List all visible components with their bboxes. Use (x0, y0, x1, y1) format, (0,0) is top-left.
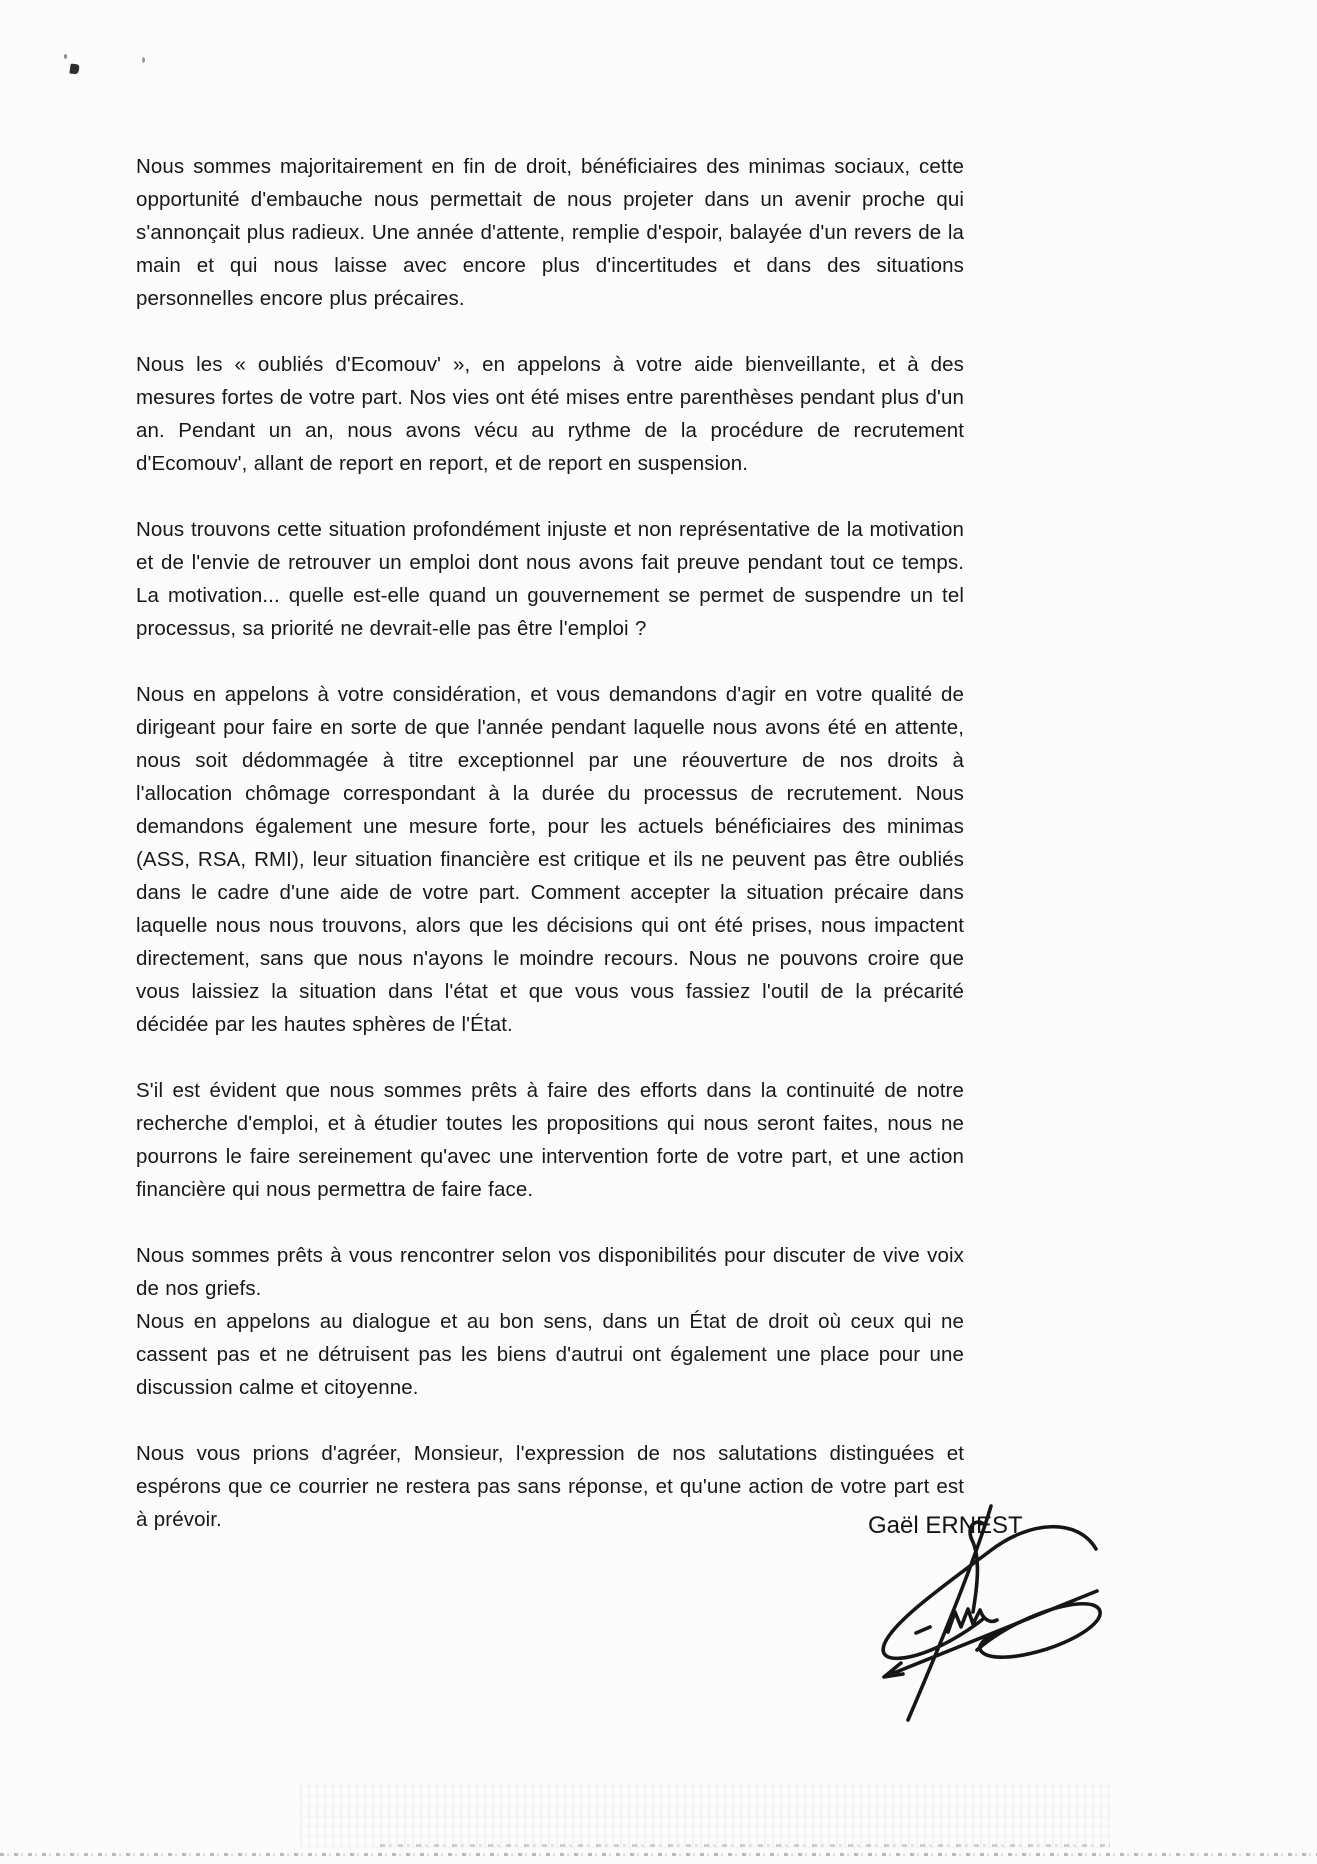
letter-paragraph: Nous sommes majoritairement en fin de droit, bénéficiaires des minimas sociaux, cette opportunité d'embauche nous permettait de nous projeter dans un avenir proche qui s'annonçait plus radieux. Une année d'attente, remplie d'espoir, balayée d'un revers de la main et qui nous laisse avec encore plus d'incertitudes et dans des situations personnelles encore plus précaires. (136, 155, 964, 310)
letter-paragraph: Nous trouvons cette situation profondément injuste et non représentative de la motivation et de l'envie de retrouver un emploi dont nous avons fait preuve pendant tout ce temps. La motivation... quelle est-elle quand un gouvernement se permet de suspendre un tel processus, sa priorité ne devrait-elle pas être l'emploi ? (136, 518, 964, 640)
letter-paragraph: Nous en appelons à votre considération, et vous demandons d'agir en votre qualité de dirigeant pour faire en sorte de que l'année pendant laquelle nous avons été en attente, nous soit dédommagée à titre exceptionnel par une réouverture de nos droits à l'allocation chômage correspondant à la durée du processus de recrutement. Nous demandons également une mesure forte, pour les actuels bénéficiaires des minimas (ASS, RSA, RMI), leur situation financière est critique et ils ne peuvent pas être oubliés dans le cadre d'une aide de votre part. Comment accepter la situation précaire dans laquelle nous nous trouvons, alors que les décisions qui ont été prises, nous impactent directement, sans que nous n'ayons le moindre recours. Nous ne pouvons croire que vous laissiez la situation dans l'état et que vous vous fassiez l'outil de la précarité décidée par les hautes sphères de l'État. (136, 683, 964, 1036)
letter-paragraph: Nous vous prions d'agréer, Monsieur, l'expression de nos salutations distinguées et espérons que ce courrier ne restera pas sans réponse, et qu'une action de votre part est à prévoir. (136, 1442, 964, 1531)
letter-paragraph: Nous en appelons au dialogue et au bon sens, dans un État de droit où ceux qui ne cassent pas et ne détruisent pas les biens d'autrui ont également une place pour une discussion calme et citoyenne. (136, 1310, 964, 1399)
letter-body (136, 150, 964, 1569)
scan-speck (69, 63, 79, 74)
letter-paragraph: Nous sommes prêts à vous rencontrer selon vos disponibilités pour discuter de vive voix de nos griefs. (136, 1244, 964, 1300)
letter-paragraph: Nous les « oubliés d'Ecomouv' », en appelons à votre aide bienveillante, et à des mesures fortes de votre part. Nos vies ont été mises entre parenthèses pendant plus d'un an. Pendant un an, nous avons vécu au rythme de la procédure de recrutement d'Ecomouv', allant de report en report, et de report en suspension. (136, 353, 964, 475)
scan-noise-band (300, 1782, 1110, 1848)
handwritten-signature-icon (845, 1495, 1115, 1740)
letter-paragraph: S'il est évident que nous sommes prêts à faire des efforts dans la continuité de notre recherche d'emploi, et à étudier toutes les propositions qui nous seront faites, nous ne pourrons le faire sereinement qu'avec une intervention forte de votre part, et une action financière qui nous permettra de faire face. (136, 1079, 964, 1201)
scan-speck (142, 57, 145, 63)
scan-speck (64, 54, 67, 59)
scan-noise-line (0, 1853, 1317, 1856)
signer-name: Gaël ERNEST (868, 1512, 1023, 1539)
scan-noise-line (380, 1844, 1110, 1847)
